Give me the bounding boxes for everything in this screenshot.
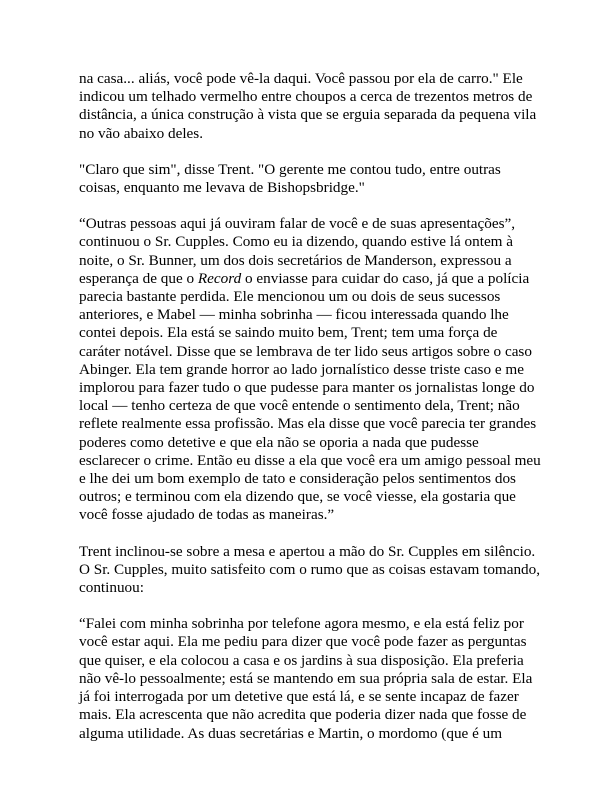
paragraph-5: “Falei com minha sobrinha por telefone agora mesmo, e ela está feliz por você estar aqui. Ela me pediu para dizer que você pode fazer as perguntas que quiser, e ela colocou a casa e os jardins à sua disposição. Ela preferia não vê-lo pessoalmente; está se mantendo em sua própria sala de estar. Ela já foi interrogada por um detetive que está lá, e se sente incapaz de fazer mais. Ela acrescenta que não acredita que poderia dizer nada que fosse de alguma utilidade. As duas secretárias e Martin, o mordomo (que é um (79, 615, 533, 742)
record-newspaper-title: Record (197, 269, 242, 287)
paragraph-3 (79, 215, 541, 524)
paragraph-3-part-1: “Outras pessoas aqui já ouviram falar de você e de suas apresentações”, continuou o Sr. Cupples. Como eu ia dizendo, quando estive lá ontem à noite, o Sr. Bunner, um dos dois secretários de Manderson, expressou a esperança de que o (79, 215, 516, 287)
paragraph-3-part-2: o enviasse para cuidar do caso, já que a polícia parecia bastante perdida. Ele mencionou um ou dois de seus sucessos anteriores, e Mabel — minha sobrinha — ficou interessada quando lhe contei depois. Ela está se saindo muito bem, Trent; tem uma força de caráter notável. Disse que se lembrava de ter lido seus artigos sobre o caso Abinger. Ela tem grande horror ao lado jornalístico desse triste caso e me implorou para fazer tudo o que pudesse para manter os jornalistas longe do local — tenho certeza de que você entende o sentimento dela, Trent; não reflete realmente essa profissão. Mas ela disse que você parecia ter grandes poderes como detetive e que ela não se oporia a nada que pudesse esclarecer o crime. Então eu disse a ela que você era um amigo pessoal meu e lhe dei um bom exemplo de tato e consideração pelos sentimentos dos outros; e terminou com ela dizendo que, se você viesse, ela gostaria que você fosse ajudado de todas as maneiras.” (79, 269, 541, 524)
paragraph-2: "Claro que sim", disse Trent. "O gerente me contou tudo, entre outras coisas, enquanto me levava de Bishopsbridge." (79, 160, 501, 197)
document-page (79, 70, 541, 761)
paragraph-4: Trent inclinou-se sobre a mesa e apertou a mão do Sr. Cupples em silêncio. O Sr. Cupples, muito satisfeito com o rumo que as coisas estavam tomando, continuou: (79, 542, 541, 597)
paragraph-1: na casa... aliás, você pode vê-la daqui. Você passou por ela de carro." Ele indicou um telhado vermelho entre choupos a cerca de trezentos metros de distância, a única construção à vista que se erguia separada da pequena vila no vão abaixo deles. (79, 70, 537, 142)
